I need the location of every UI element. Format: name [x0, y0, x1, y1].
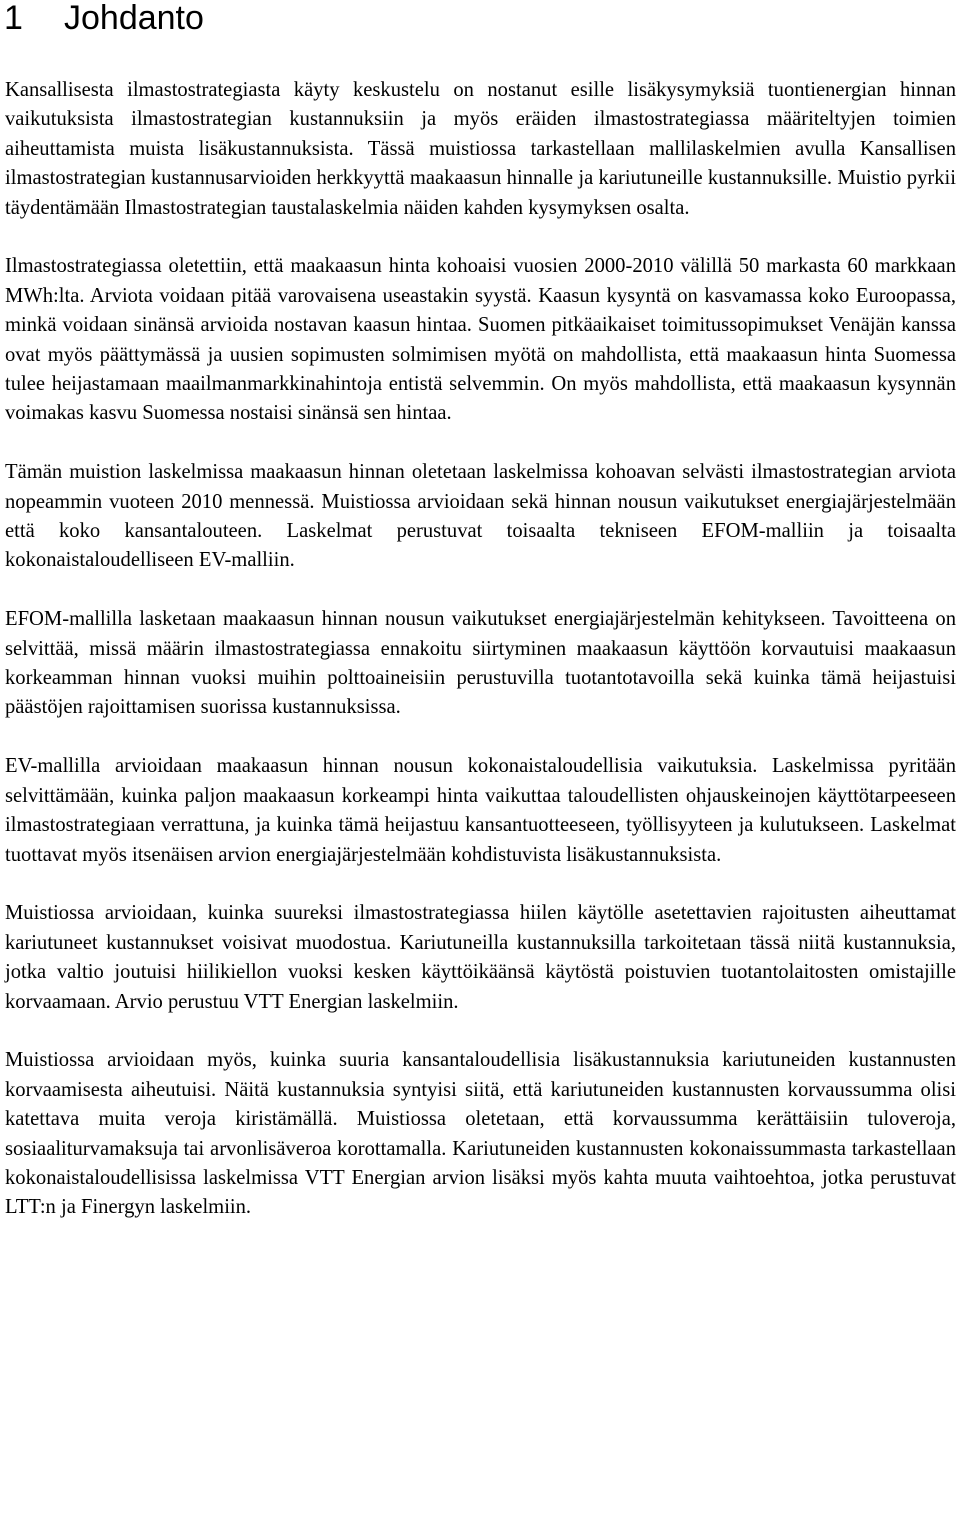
body-text: [5, 76, 956, 1223]
paragraph-6: Muistiossa arvioidaan, kuinka suureksi ilmastostrategiassa hiilen käytölle asetettavien rajoitusten aiheuttamat kariutuneet kustannukset voisivat muodostua. Kariutuneilla kustannuksilla tarkoitetaan tässä niitä kustannuksia, jotka valtio joutuisi hiilikiellon vuoksi kesken käyttöikäänsä käytöstä poistuvien tuotantolaitosten omistajille korvaamaan. Arvio perustuu VTT Energian laskelmiin.: [5, 902, 956, 1013]
section-title: Johdanto: [64, 0, 204, 37]
paragraph-3: Tämän muistion laskelmissa maakaasun hinnan oletetaan laskelmissa kohoavan selvästi ilmastostrategian arviota nopeammin vuoteen 2010 mennessä. Muistiossa arvioidaan sekä hinnan nousun vaikutukset energiajärjestelmään että koko kansantalouteen. Laskelmat perustuvat toisaalta tekniseen EFOM-malliin ja toisaalta kokonaistaloudelliseen EV-malliin.: [5, 461, 956, 572]
paragraph-2: Ilmastostrategiassa oletettiin, että maakaasun hinta kohoaisi vuosien 2000-2010 välillä 50 markasta 60 markkaan MWh:lta. Arviota voidaan pitää varovaisena useastakin syystä. Kaasun kysyntä on kasvamassa koko Euroopassa, minkä voidaan sinänsä arvioida nostavan kaasun hintaa. Suomen pitkäaikaiset toimitussopimukset Venäjän kanssa ovat myös päättymässä ja uusien sopimusten solmimisen myötä on mahdollista, että maakaasun hinta Suomessa tulee heijastamaan maailmanmarkkinahintoja entistä selvemmin. On myös mahdollista, että maakaasun kysynnän voimakas kasvu Suomessa nostaisi sinänsä sen hintaa.: [5, 255, 956, 425]
section-number: 1: [4, 0, 23, 37]
paragraph-5: EV-mallilla arvioidaan maakaasun hinnan nousun kokonaistaloudellisia vaikutuksia. Laskelmissa pyritään selvittämään, kuinka paljon maakaasun korkeampi hinta vaikuttaa taloudellisten ohjauskeinojen käyttötarpeeseen ilmastostrategiaan verrattuna, ja kuinka tämä heijastuu kansantuotteeseen, työllisyyteen ja kulutukseen. Laskelmat tuottavat myös itsenäisen arvion energiajärjestelmään kohdistuvista lisäkustannuksista.: [5, 755, 956, 866]
paragraph-7: Muistiossa arvioidaan myös, kuinka suuria kansantaloudellisia lisäkustannuksia kariutuneiden kustannusten korvaamisesta aiheutuisi. Näitä kustannuksia syntyisi siitä, että kariutuneiden kustannusten korvaussumma olisi katettava muita veroja kiristämällä. Muistiossa oletetaan, että korvaussumma kerättäisiin tuloveroja, sosiaaliturvamaksuja tai arvonlisäveroa korottamalla. Kariutuneiden kustannusten kokonaissummasta tarkastellaan kokonaistaloudellisissa laskelmissa VTT Energian arvion lisäksi myös kahta muuta vaihtoehtoa, jotka perustuvat LTT:n ja Finergyn laskelmiin.: [5, 1049, 956, 1219]
section-heading: [4, 0, 204, 38]
paragraph-1: Kansallisesta ilmastostrategiasta käyty keskustelu on nostanut esille lisäkysymyksiä tuontienergian hinnan vaikutuksista ilmastostrategian kustannuksiin ja myös eräiden ilmastostrategiassa määriteltyjen toimien aiheuttamista muista lisäkustannuksista. Tässä muistiossa tarkastellaan mallilaskelmien avulla Kansallisen ilmastostrategian kustannusarvioiden herkkyyttä maakaasun hinnalle ja kariutuneille kustannuksille. Muistio pyrkii täydentämään Ilmastostrategian taustalaskelmia näiden kahden kysymyksen osalta.: [5, 79, 956, 219]
paragraph-4: EFOM-mallilla lasketaan maakaasun hinnan nousun vaikutukset energiajärjestelmän kehitykseen. Tavoitteena on selvittää, missä määrin ilmastostrategiassa ennakoitu siirtyminen maakaasun käyttöön korvautuisi maakaasun korkeamman hinnan vuoksi muihin polttoaineisiin perustuvilla tuotantotavoilla sekä kuinka tämä heijastuisi päästöjen rajoittamisen suorissa kustannuksissa.: [5, 608, 956, 719]
